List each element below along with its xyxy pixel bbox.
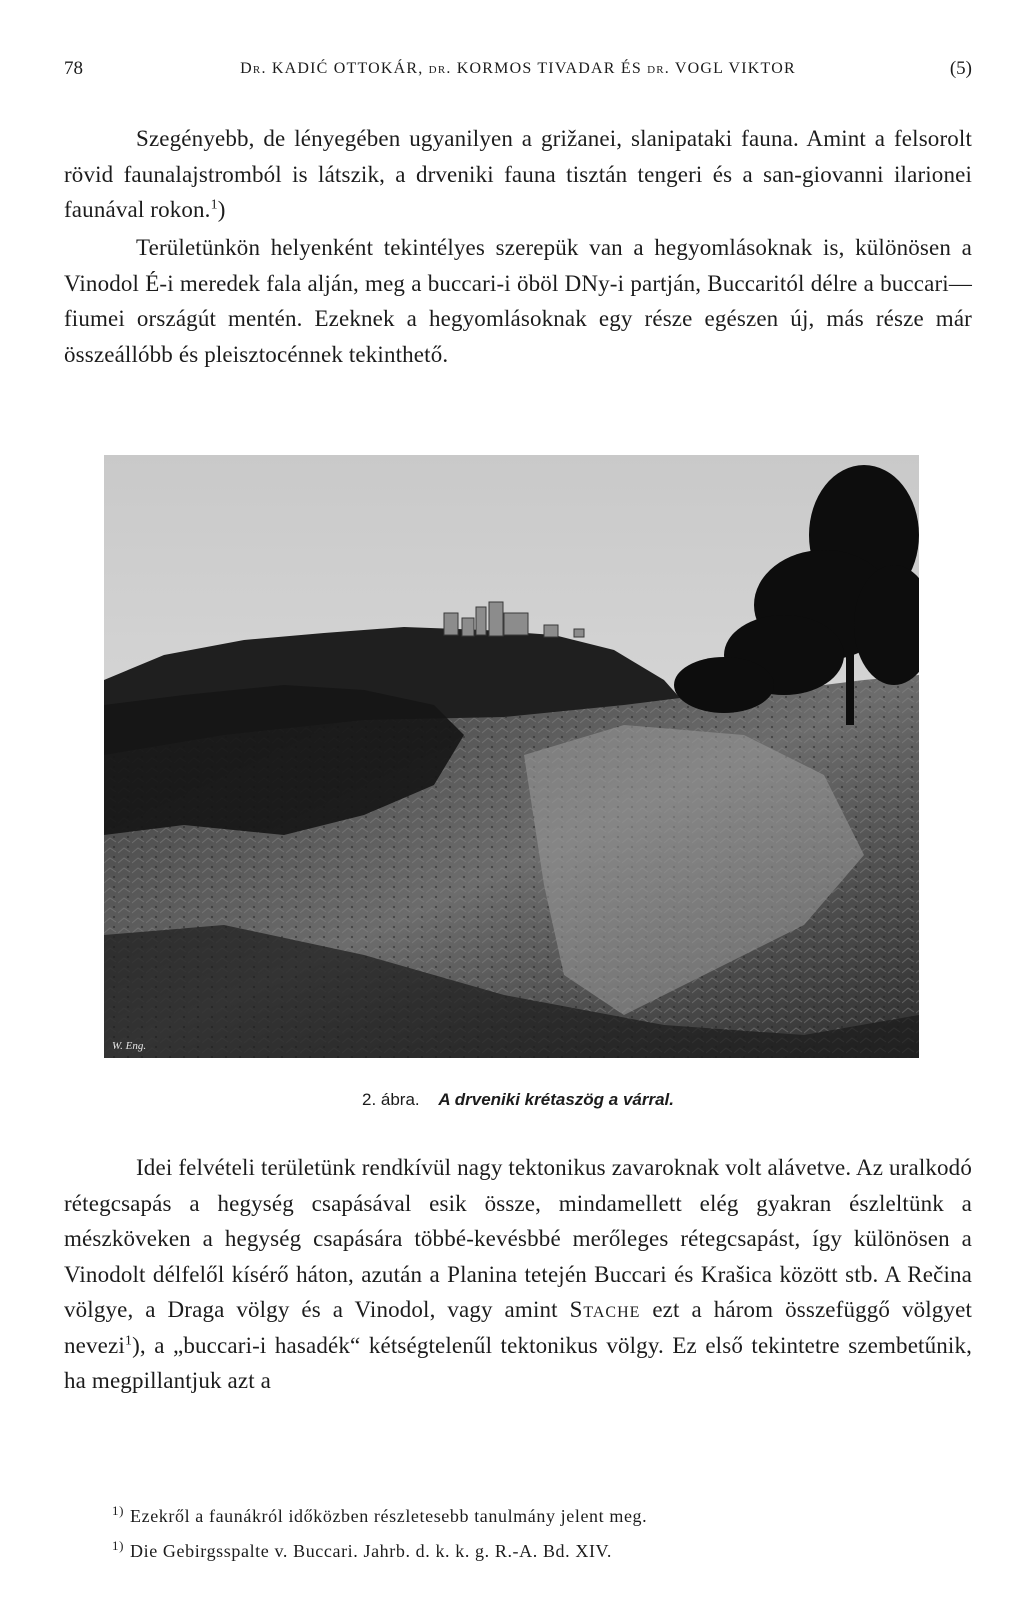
paragraph-fauna [64, 121, 972, 228]
paragraph-tectonics-text-a: Idei felvételi területünk rendkívül nagy tektonikus zavaroknak volt alávetve. Az uralkodó rétegcsapás a hegység csapásával esik össze, mindamellett elég gyakran észleltünk a mészköveken a hegység csapására többé-kevésbbé merőleges rétegcsapást, így különösen a Vinodolt délfelől kísérő háton, azután a Planina tetején Buccari és Krašica között stb. A Rečina völgye, a Draga völgy és a Vinodol, vagy amint [64, 1155, 972, 1322]
paragraph-tectonics [64, 1150, 972, 1399]
footnote-1 [112, 1496, 912, 1531]
footnote-text: Ezekről a faunákról időközben részletesebb tanulmány jelent meg. [130, 1506, 648, 1526]
figure-title: A drveniki krétaszög a várral. [438, 1090, 674, 1109]
footnote-mark: 1) [112, 1503, 125, 1518]
figure-number: 2. ábra. [362, 1090, 420, 1109]
paragraph-tectonics-text-b: ezt a három összefüggő völgyet nevezi [64, 1297, 972, 1358]
castle-hill-photo [104, 455, 919, 1058]
running-header [64, 58, 972, 88]
paragraph-fauna-tail: ) [217, 197, 226, 222]
footnote-text: Die Gebirgsspalte v. Buccari. Jahrb. d. k. k. g. R.-A. Bd. XIV. [130, 1541, 612, 1561]
paragraph-landslides: Területünkön helyenként tekintélyes szerepük van a hegyomlásoknak is, különösen a Vinodol É-i meredek fala alján, meg a buccari-i öböl DNy-i partján, Buccaritól délre a buccari—fiumei országút mentén. Ezeknek a hegyomlásoknak egy része egészen új, más része már összeállóbb és pleisztocénnek tekinthető. [64, 235, 972, 367]
engraver-mark: W. Eng. [112, 1040, 147, 1052]
header-authors: Dr. KADIĆ OTTOKÁR, dr. KORMOS TIVADAR ÉS dr. VOGL VIKTOR [240, 60, 796, 77]
footnote-ref[interactable]: 1 [124, 1332, 133, 1348]
footnote-ref[interactable]: 1 [210, 197, 218, 213]
figure-photograph [104, 455, 919, 1058]
page-number: 78 [64, 58, 83, 79]
paragraph-tectonics-text-c: ), a „buccari-i hasadék“ kétségtelenűl tektonikus völgy. Ez első tekintetre szembetűnik, ha megpillantjuk azt a [64, 1332, 972, 1393]
footnote-mark: 1) [112, 1538, 125, 1553]
footnote-2 [112, 1531, 912, 1566]
figure-caption [64, 1090, 972, 1110]
paragraph-fauna-text: Szegényebb, de lényegében ugyanilyen a grižanei, slanipataki fauna. Amint a felsorolt rövid faunalajstromból is látszik, a drveniki fauna tisztán tengeri és a san-giovanni ilarionei faunával rokon. [64, 126, 972, 222]
author-name-stache: Stache [569, 1297, 641, 1322]
header-section-number: (5) [949, 58, 972, 79]
footnotes [112, 1496, 912, 1566]
